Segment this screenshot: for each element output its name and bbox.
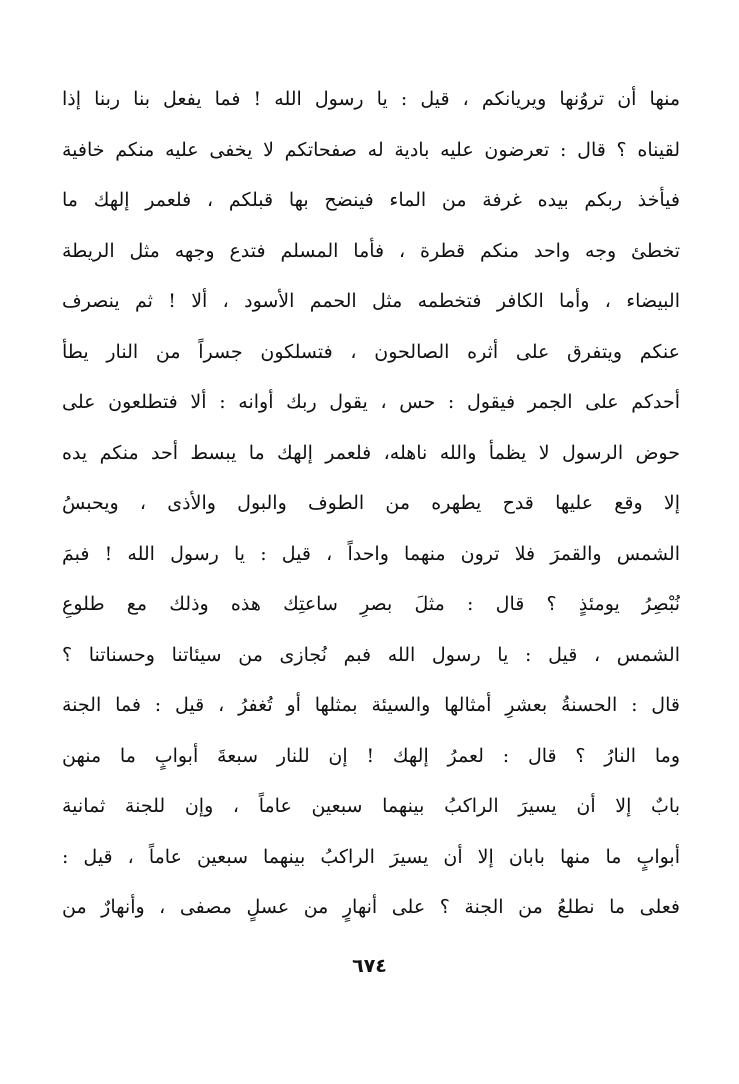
- text-line: قال : الحسنةُ بعشرِ أمثالها والسيئة بمثلها أو تُغفرُ ، قيل : فما الجنة: [62, 694, 680, 716]
- text-line: بابٌ إلا أن يسيرَ الراكبُ بينهما سبعين عاماً ، وإن للجنة ثمانية: [62, 795, 680, 817]
- text-line: أحدكم على الجمر فيقول : حس ، يقول ربك أوانه : ألا فتطلعون على: [62, 391, 680, 413]
- text-line: عنكم ويتفرق على أثره الصالحون ، فتسلكون جسراً من النار يطأ: [62, 340, 680, 363]
- text-line: لقيناه ؟ قال : تعرضون عليه بادية له صفحاتكم لا يخفى عليه منكم خافية: [62, 138, 680, 161]
- text-line: نُبْصِرُ يومئذٍ ؟ قال : مثلَ بصرِ ساعتِك هذه وذلك مع طلوعِ: [62, 593, 680, 615]
- text-line: إلا وقع عليها قدح يطهره من الطوف والبول والأذى ، ويحبسُ: [62, 492, 680, 514]
- text-line: منها أن تروُنها ويريانكم ، قيل : يا رسول الله ! فما يفعل بنا ربنا إذا: [62, 88, 680, 110]
- text-line: وما النارُ ؟ قال : لعمرُ إلهك ! إن للنار سبعةَ أبوابٍ ما منهن: [62, 744, 680, 767]
- page-number: ٦٧٤: [352, 955, 387, 977]
- text-line: الشمس ، قيل : يا رسول الله فبم نُجازى من سيئاتنا وحسناتنا ؟: [62, 643, 680, 666]
- text-line: حوض الرسول لا يظمأ والله ناهله، فلعمر إلهك ما يبسط أحد منكم يده: [62, 441, 680, 464]
- body-text: [62, 74, 680, 933]
- text-line: أبوابٍ ما منها بابان إلا أن يسيرَ الراكبُ بينهما سبعين عاماً ، قيل :: [62, 845, 680, 868]
- text-line: الشمس والقمرَ فلا ترون منهما واحداً ، قيل : يا رسول الله ! فبمَ: [62, 542, 680, 565]
- text-line: البيضاء ، وأما الكافر فتخطمه مثل الحمم الأسود ، ألا ! ثم ينصرف: [62, 290, 680, 312]
- text-line: تخطئ وجه واحد منكم قطرة ، فأما المسلم فتدع وجهه مثل الريطة: [62, 239, 680, 262]
- text-line: فعلى ما نطلعُ من الجنة ؟ على أنهارٍ من عسلٍ مصفى ، وأنهارٌ من: [62, 896, 680, 918]
- text-line: فيأخذ ربكم بيده غرفة من الماء فينضح بها قبلكم ، فلعمر إلهك ما: [62, 189, 680, 211]
